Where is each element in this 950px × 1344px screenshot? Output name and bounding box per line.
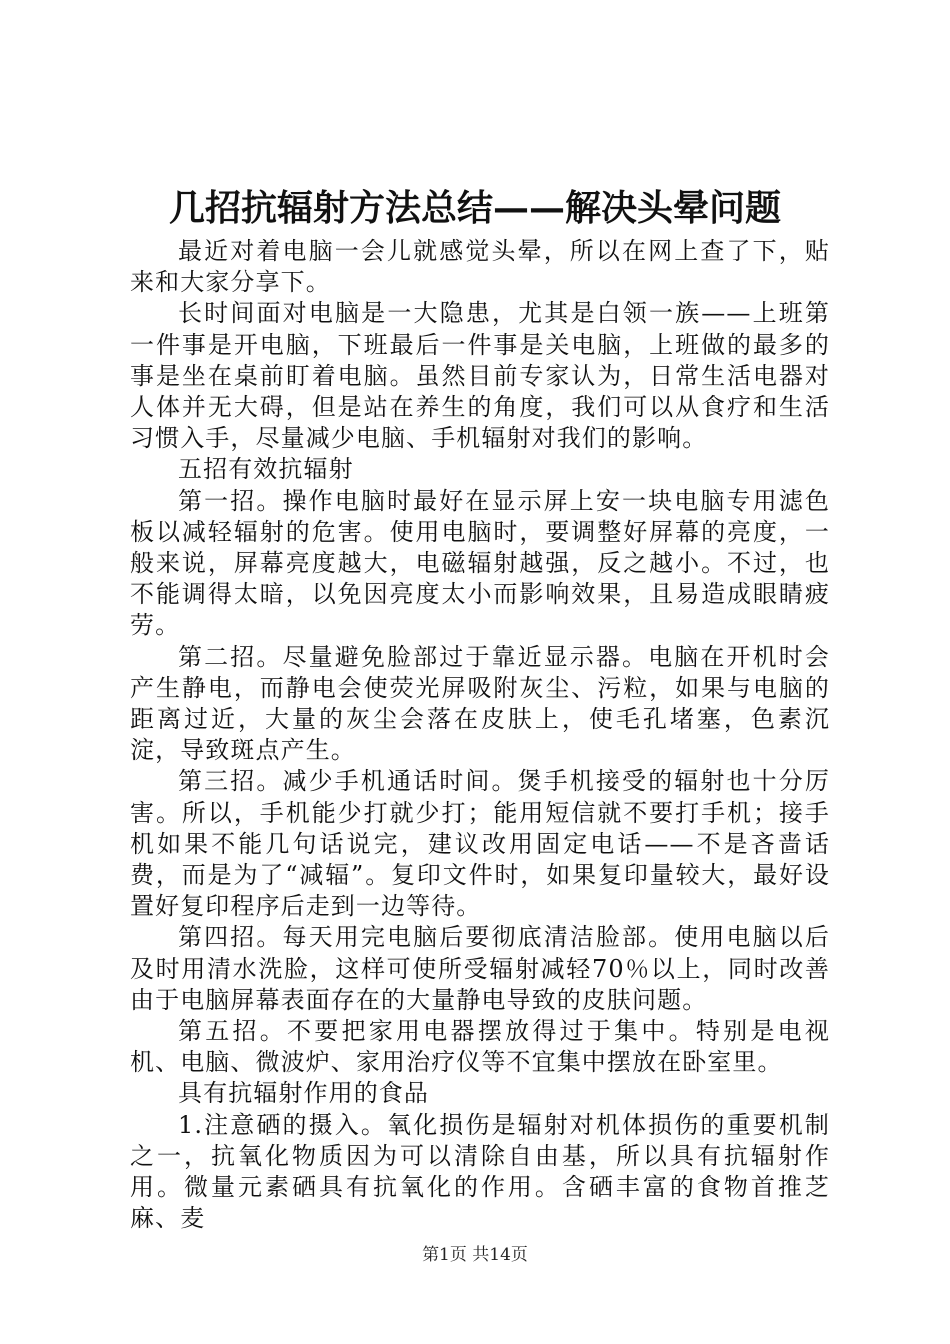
paragraph-tip-4: 第四招。每天用完电脑后要彻底清洁脸部。使用电脑以后及时用清水洗脸，这样可使所受辐射减轻70％以上，同时改善由于电脑屏幕表面存在的大量静电导致的皮肤问题。 <box>130 923 830 1014</box>
paragraph-tip-5: 第五招。不要把家用电器摆放得过于集中。特别是电视机、电脑、微波炉、家用治疗仪等不宜集中摆放在卧室里。 <box>130 1017 830 1077</box>
page-footer <box>0 1244 950 1266</box>
paragraph-background: 长时间面对电脑是一大隐患，尤其是白领一族——上班第一件事是开电脑，下班最后一件事是关电脑，上班做的最多的事是坐在桌前盯着电脑。虽然目前专家认为，日常生活电器对人体并无大碍，但是站在养生的角度，我们可以从食疗和生活习惯入手，尽量减少电脑、手机辐射对我们的影响。 <box>130 299 830 453</box>
document-title: 几招抗辐射方法总结——解决头晕问题 <box>168 187 781 229</box>
section-heading-foods: 具有抗辐射作用的食品 <box>178 1079 429 1108</box>
paragraph-intro: 最近对着电脑一会儿就感觉头晕，所以在网上查了下，贴来和大家分享下。 <box>130 237 830 297</box>
paragraph-tip-1: 第一招。操作电脑时最好在显示屏上安一块电脑专用滤色板以减轻辐射的危害。使用电脑时，要调整好屏幕的亮度，一般来说，屏幕亮度越大，电磁辐射越强，反之越小。不过，也不能调得太暗，以免因亮度太小而影响效果，且易造成眼睛疲劳。 <box>130 486 830 640</box>
document-body <box>130 236 830 1235</box>
page-number: 第1页 <box>422 1245 467 1265</box>
paragraph-tip-3: 第三招。减少手机通话时间。煲手机接受的辐射也十分厉害。所以，手机能少打就少打；能用短信就不要打手机；接手机如果不能几句话说完，建议改用固定电话——不是吝啬话费，而是为了“减辐”。复印文件时，如果复印量较大，最好设置好复印程序后走到一边等待。 <box>130 767 830 921</box>
page-total: 共14页 <box>472 1245 528 1265</box>
paragraph-tip-2: 第二招。尽量避免脸部过于靠近显示器。电脑在开机时会产生静电，而静电会使荧光屏吸附灰尘、污粒，如果与电脑的距离过近，大量的灰尘会落在皮肤上，使毛孔堵塞，色素沉淀，导致斑点产生。 <box>130 642 830 765</box>
paragraph-food-1: 1.注意硒的摄入。氧化损伤是辐射对机体损伤的重要机制之一，抗氧化物质因为可以清除自由基，所以具有抗辐射作用。微量元素硒具有抗氧化的作用。含硒丰富的食物首推芝麻、麦 <box>130 1110 830 1233</box>
section-heading-five-tips: 五招有效抗辐射 <box>178 455 354 484</box>
